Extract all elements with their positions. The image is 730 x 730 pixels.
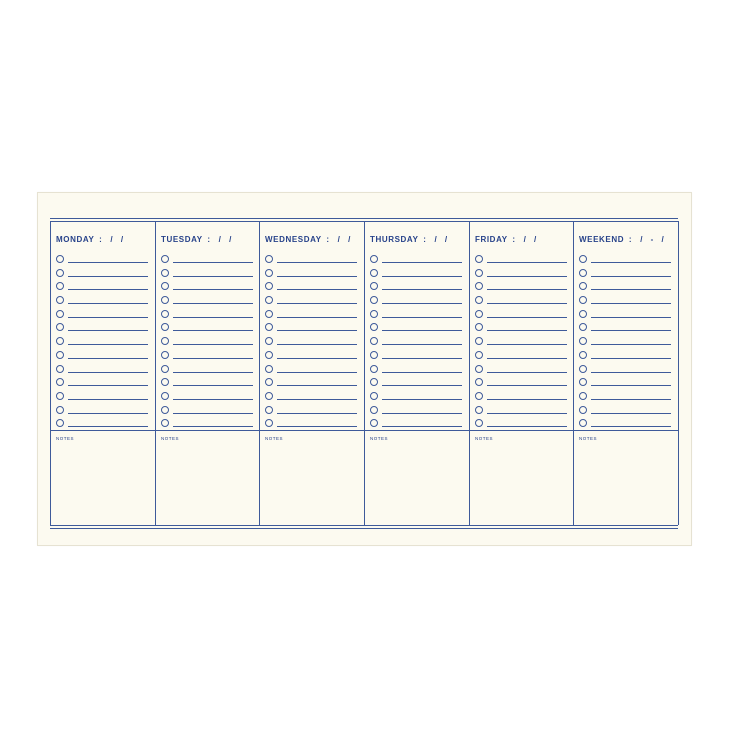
task-checkbox-circle[interactable] <box>579 351 587 359</box>
task-write-line[interactable] <box>382 385 462 386</box>
day-separator: : <box>512 235 516 244</box>
day-separator: : <box>628 235 633 244</box>
task-checkbox-circle[interactable] <box>579 378 587 386</box>
task-checkbox-circle[interactable] <box>56 365 64 373</box>
task-write-line[interactable] <box>487 385 567 386</box>
task-checkbox-circle[interactable] <box>265 351 273 359</box>
task-write-line[interactable] <box>68 317 148 318</box>
task-checkbox-circle[interactable] <box>370 365 378 373</box>
notes-area[interactable] <box>365 431 465 525</box>
task-checkbox-circle[interactable] <box>161 269 169 277</box>
day-separator: : <box>99 235 103 244</box>
task-write-line[interactable] <box>277 344 357 345</box>
task-write-line[interactable] <box>68 358 148 359</box>
task-write-line[interactable] <box>487 289 567 290</box>
task-write-line[interactable] <box>591 262 671 263</box>
task-write-line[interactable] <box>173 385 253 386</box>
task-write-line[interactable] <box>382 262 462 263</box>
day-column <box>364 221 469 525</box>
day-separator: : <box>326 235 330 244</box>
task-checkbox-circle[interactable] <box>161 351 169 359</box>
task-checkbox-circle[interactable] <box>370 323 378 331</box>
task-write-line[interactable] <box>173 426 253 427</box>
date-field[interactable]: / / <box>110 235 127 244</box>
task-checkbox-circle[interactable] <box>370 378 378 386</box>
notes-label: NOTES <box>370 436 389 441</box>
task-write-line[interactable] <box>277 399 357 400</box>
task-checkbox-circle[interactable] <box>475 323 483 331</box>
day-separator: : <box>207 235 211 244</box>
task-write-line[interactable] <box>591 317 671 318</box>
task-write-line[interactable] <box>277 385 357 386</box>
notes-area[interactable] <box>260 431 360 525</box>
task-write-line[interactable] <box>68 262 148 263</box>
task-checkbox-circle[interactable] <box>370 351 378 359</box>
task-checkbox-circle[interactable] <box>475 365 483 373</box>
task-checkbox-circle[interactable] <box>579 419 587 427</box>
task-write-line[interactable] <box>591 426 671 427</box>
notes-area[interactable] <box>156 431 256 525</box>
task-checkbox-circle[interactable] <box>370 269 378 277</box>
day-header <box>370 235 450 244</box>
task-write-line[interactable] <box>382 426 462 427</box>
task-write-line[interactable] <box>173 344 253 345</box>
task-checkbox-circle[interactable] <box>475 337 483 345</box>
task-checkbox-circle[interactable] <box>161 337 169 345</box>
task-write-line[interactable] <box>382 330 462 331</box>
task-checkbox-circle[interactable] <box>579 406 587 414</box>
task-checkbox-circle[interactable] <box>475 269 483 277</box>
task-write-line[interactable] <box>487 330 567 331</box>
day-column <box>155 221 260 525</box>
task-write-line[interactable] <box>277 358 357 359</box>
notes-area[interactable] <box>470 431 570 525</box>
task-write-line[interactable] <box>591 344 671 345</box>
task-checkbox-circle[interactable] <box>56 378 64 386</box>
task-write-line[interactable] <box>68 289 148 290</box>
day-name: WEDNESDAY <box>265 235 322 244</box>
task-write-line[interactable] <box>487 262 567 263</box>
task-checkbox-circle[interactable] <box>265 378 273 386</box>
task-write-line[interactable] <box>382 303 462 304</box>
task-checkbox-circle[interactable] <box>161 310 169 318</box>
task-checkbox-circle[interactable] <box>265 282 273 290</box>
task-checkbox-circle[interactable] <box>265 255 273 263</box>
task-checkbox-circle[interactable] <box>475 310 483 318</box>
task-checkbox-circle[interactable] <box>56 351 64 359</box>
task-checkbox-circle[interactable] <box>56 392 64 400</box>
day-name: WEEKEND <box>579 235 625 244</box>
task-write-line[interactable] <box>277 413 357 414</box>
task-checkbox-circle[interactable] <box>161 282 169 290</box>
task-checkbox-circle[interactable] <box>370 310 378 318</box>
task-checkbox-circle[interactable] <box>370 337 378 345</box>
task-checkbox-circle[interactable] <box>265 392 273 400</box>
task-write-line[interactable] <box>487 303 567 304</box>
task-checkbox-circle[interactable] <box>579 365 587 373</box>
task-write-line[interactable] <box>487 344 567 345</box>
day-separator: : <box>423 235 427 244</box>
notes-label: NOTES <box>579 436 598 441</box>
task-checkbox-circle[interactable] <box>265 323 273 331</box>
task-checkbox-circle[interactable] <box>579 282 587 290</box>
task-write-line[interactable] <box>487 426 567 427</box>
task-write-line[interactable] <box>591 372 671 373</box>
notes-label: NOTES <box>475 436 494 441</box>
task-checkbox-circle[interactable] <box>370 392 378 400</box>
task-checkbox-circle[interactable] <box>475 296 483 304</box>
task-checkbox-circle[interactable] <box>161 392 169 400</box>
date-field[interactable]: / / <box>434 235 451 244</box>
task-checkbox-circle[interactable] <box>56 310 64 318</box>
task-write-line[interactable] <box>68 303 148 304</box>
task-write-line[interactable] <box>68 344 148 345</box>
day-name: MONDAY <box>56 235 95 244</box>
task-checkbox-circle[interactable] <box>370 255 378 263</box>
task-write-line[interactable] <box>277 372 357 373</box>
task-checkbox-circle[interactable] <box>265 419 273 427</box>
task-checkbox-circle[interactable] <box>475 378 483 386</box>
task-write-line[interactable] <box>68 399 148 400</box>
task-write-line[interactable] <box>487 317 567 318</box>
task-checkbox-circle[interactable] <box>161 419 169 427</box>
notes-label: NOTES <box>265 436 284 441</box>
date-field[interactable]: / / <box>337 235 354 244</box>
task-write-line[interactable] <box>68 330 148 331</box>
right-border-line <box>678 221 679 525</box>
task-write-line[interactable] <box>173 358 253 359</box>
task-write-line[interactable] <box>591 303 671 304</box>
task-write-line[interactable] <box>591 358 671 359</box>
task-checkbox-circle[interactable] <box>579 337 587 345</box>
task-checkbox-circle[interactable] <box>370 419 378 427</box>
task-write-line[interactable] <box>487 276 567 277</box>
task-write-line[interactable] <box>173 262 253 263</box>
task-write-line[interactable] <box>591 413 671 414</box>
day-name: FRIDAY <box>475 235 508 244</box>
task-checkbox-circle[interactable] <box>161 255 169 263</box>
task-write-line[interactable] <box>382 358 462 359</box>
task-write-line[interactable] <box>487 413 567 414</box>
task-checkbox-circle[interactable] <box>161 406 169 414</box>
task-write-line[interactable] <box>591 276 671 277</box>
task-checkbox-circle[interactable] <box>56 323 64 331</box>
task-checkbox-circle[interactable] <box>370 282 378 290</box>
task-write-line[interactable] <box>68 413 148 414</box>
notes-label: NOTES <box>161 436 180 441</box>
task-checkbox-circle[interactable] <box>265 269 273 277</box>
task-write-line[interactable] <box>68 385 148 386</box>
task-checkbox-circle[interactable] <box>265 310 273 318</box>
day-column <box>469 221 574 525</box>
task-checkbox-circle[interactable] <box>56 337 64 345</box>
bottom-border-line <box>50 528 678 529</box>
task-checkbox-circle[interactable] <box>56 282 64 290</box>
task-write-line[interactable] <box>68 426 148 427</box>
task-write-line[interactable] <box>277 262 357 263</box>
day-header <box>579 235 667 244</box>
task-write-line[interactable] <box>591 399 671 400</box>
task-write-line[interactable] <box>487 399 567 400</box>
day-header <box>56 235 126 244</box>
task-checkbox-circle[interactable] <box>161 296 169 304</box>
task-checkbox-circle[interactable] <box>265 365 273 373</box>
task-checkbox-circle[interactable] <box>56 296 64 304</box>
task-checkbox-circle[interactable] <box>579 392 587 400</box>
task-checkbox-circle[interactable] <box>370 406 378 414</box>
task-write-line[interactable] <box>277 289 357 290</box>
task-write-line[interactable] <box>173 372 253 373</box>
task-checkbox-circle[interactable] <box>161 323 169 331</box>
task-write-line[interactable] <box>382 276 462 277</box>
task-checkbox-circle[interactable] <box>579 310 587 318</box>
day-column <box>259 221 364 525</box>
task-checkbox-circle[interactable] <box>579 255 587 263</box>
task-write-line[interactable] <box>173 330 253 331</box>
task-checkbox-circle[interactable] <box>475 419 483 427</box>
task-checkbox-circle[interactable] <box>265 337 273 345</box>
task-write-line[interactable] <box>277 276 357 277</box>
task-write-line[interactable] <box>382 317 462 318</box>
task-checkbox-circle[interactable] <box>475 282 483 290</box>
task-write-line[interactable] <box>277 317 357 318</box>
task-checkbox-circle[interactable] <box>56 255 64 263</box>
task-write-line[interactable] <box>591 330 671 331</box>
task-checkbox-circle[interactable] <box>265 406 273 414</box>
day-name: THURSDAY <box>370 235 419 244</box>
task-write-line[interactable] <box>173 317 253 318</box>
notes-area[interactable] <box>574 431 674 525</box>
planner-grid <box>50 218 678 528</box>
task-write-line[interactable] <box>277 330 357 331</box>
day-header <box>475 235 539 244</box>
notes-area[interactable] <box>51 431 151 525</box>
task-write-line[interactable] <box>382 344 462 345</box>
weekly-planner-pad <box>37 192 692 546</box>
day-header <box>161 235 234 244</box>
task-write-line[interactable] <box>382 372 462 373</box>
task-write-line[interactable] <box>382 289 462 290</box>
task-checkbox-circle[interactable] <box>579 269 587 277</box>
day-name: TUESDAY <box>161 235 203 244</box>
task-write-line[interactable] <box>173 413 253 414</box>
notes-label: NOTES <box>56 436 75 441</box>
date-field[interactable]: / / <box>218 235 235 244</box>
task-checkbox-circle[interactable] <box>579 323 587 331</box>
task-checkbox-circle[interactable] <box>161 378 169 386</box>
day-header <box>265 235 353 244</box>
task-write-line[interactable] <box>591 385 671 386</box>
task-checkbox-circle[interactable] <box>265 296 273 304</box>
date-field[interactable]: / - / <box>640 235 667 244</box>
task-checkbox-circle[interactable] <box>161 365 169 373</box>
bottom-border-inner-line <box>50 525 678 526</box>
task-write-line[interactable] <box>277 303 357 304</box>
task-checkbox-circle[interactable] <box>475 255 483 263</box>
task-write-line[interactable] <box>68 372 148 373</box>
task-write-line[interactable] <box>382 413 462 414</box>
task-checkbox-circle[interactable] <box>56 269 64 277</box>
task-write-line[interactable] <box>277 426 357 427</box>
task-write-line[interactable] <box>591 289 671 290</box>
task-write-line[interactable] <box>173 399 253 400</box>
task-checkbox-circle[interactable] <box>56 406 64 414</box>
top-border-line <box>50 218 678 219</box>
task-write-line[interactable] <box>173 289 253 290</box>
task-checkbox-circle[interactable] <box>475 351 483 359</box>
day-column <box>573 221 678 525</box>
date-field[interactable]: / / <box>523 235 540 244</box>
task-write-line[interactable] <box>487 358 567 359</box>
task-checkbox-circle[interactable] <box>579 296 587 304</box>
task-write-line[interactable] <box>173 276 253 277</box>
day-column <box>50 221 155 525</box>
task-write-line[interactable] <box>382 399 462 400</box>
task-checkbox-circle[interactable] <box>370 296 378 304</box>
task-checkbox-circle[interactable] <box>475 392 483 400</box>
task-write-line[interactable] <box>487 372 567 373</box>
task-checkbox-circle[interactable] <box>475 406 483 414</box>
task-checkbox-circle[interactable] <box>56 419 64 427</box>
task-write-line[interactable] <box>68 276 148 277</box>
task-write-line[interactable] <box>173 303 253 304</box>
